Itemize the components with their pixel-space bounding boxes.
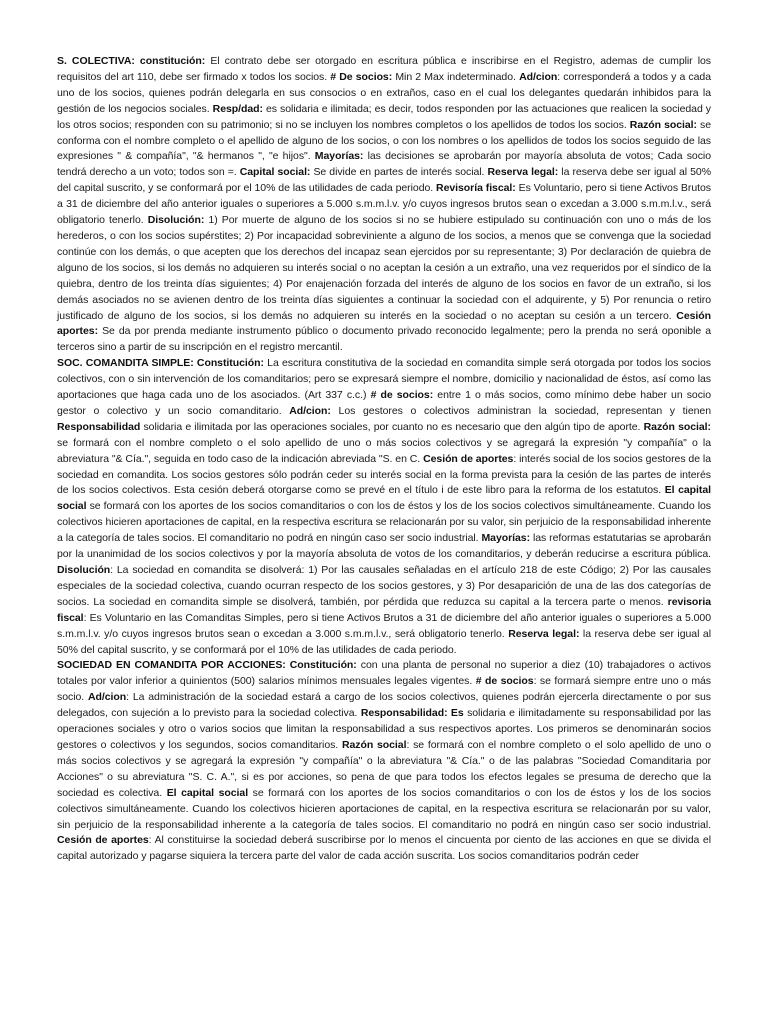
field-label: El capital social: [166, 786, 249, 799]
body-text: : se formará con el nombre completo o el solo apellido de uno o más socios colectivos y se agregará la expresión "y compañía" o la abreviatura "& Cía." o de las palabras "Sociedad Comanditaria por Acciones" o su abreviatura "S. C. A.", si es por acciones, so pena de que para todos los efectos legales se presuma de derecho que la sociedad es colectiva.: [57, 738, 711, 799]
field-label: SOCIEDAD EN COMANDITA POR ACCIONES: Constitución:: [57, 659, 357, 672]
body-text: se formará con los aportes de los socios comanditarios o con los de éstos y los de los socios colectivos simultáneamente. Cuando los colectivos hicieren aportaciones de capital, en la respectiva escritura se relacionarán por su valor, sin perjuicio de la responsabilidad inherente a la categoría de tales socios. El comanditario no podrá en ningún caso ser socio industrial.: [57, 500, 711, 545]
field-label: Cesión de aportes: [423, 452, 514, 465]
body-text: las decisiones se aprobarán por mayoría absoluta de votos; Cada socio tendrá derecho a un voto; todos son =.: [57, 150, 711, 179]
field-label: Resp/dad:: [212, 102, 263, 115]
body-text: Min 2 Max indeterminado.: [392, 70, 520, 83]
document-page: [57, 54, 711, 865]
body-text: : se formará siempre entre uno o más socio.: [57, 675, 711, 704]
section-comandita-simple: [57, 356, 711, 658]
field-label: SOC. COMANDITA SIMPLE: Constitución:: [57, 357, 264, 370]
section-sociedad-colectiva: [57, 54, 711, 356]
field-label: Razón social:: [643, 420, 711, 433]
body-text: : La administración de la sociedad estará a cargo de los socios colectivos, quienes podrán ejercerla directamente o por sus delegados, con sujeción a lo previsto para la sociedad colectiva.: [57, 691, 711, 720]
field-label: Disolución: [57, 564, 111, 576]
body-text: se conforma con el nombre completo o el apellido de alguno de los socios, o con los nombres o los apellidos de todos los socios seguido de las expresiones " & compañía", "& hermanos ", "e hijos".: [57, 118, 712, 163]
body-text: 1) Por muerte de alguno de los socios si no se hubiere estipulado su continuación con uno o más de los herederos, o con los socios supérstites; 2) Por incapacidad sobreviniente a alguno de los socios, a menos que se convenga que la sociedad continúe con los demás, o que acepten que los derechos del incapaz sean ejercidos por su representante; 3) Por declaración de quiebra de alguno de los socios, si los demás no adquieren su interés social o no aceptan la cesión a un extraño, una vez requeridos por el síndico de la quiebra, dentro de los treinta días siguientes; 4) Por enajenación forzada del interés de alguno de los socios en favor de un extraño, si los demás asociados no se avienen dentro de los treinta días siguientes a continuar la sociedad con el adquirente, y 5) Por renuncia o retiro justificado de alguno de los socios, si los demás no adquieren su interés en la sociedad o no aceptan su cesión a un tercero.: [57, 214, 711, 322]
body-text: con una planta de personal no superior a diez (10) trabajadores o activos totales por valor inferior a quinientos (500) salarios mínimos mensuales legales vigentes.: [57, 659, 712, 688]
body-text: Se divide en partes de interés social.: [310, 166, 488, 179]
body-text: El contrato debe ser otorgado en escritura pública e inscribirse en el Registro, ademas de cumplir los requisitos del art 110, debe ser firmado x todos los socios.: [57, 55, 712, 83]
field-label: Capital social:: [239, 166, 311, 179]
field-label: revisoria fiscal: [57, 595, 711, 624]
field-label: Disolución:: [147, 214, 205, 227]
body-text: : corresponderá a todos y a cada uno de los socios, quienes podrán delegarla en sus consocios o en extraños, caso en el cual los delegantes quedarán inhibidos para la gestión de los negocios sociales.: [57, 70, 711, 115]
field-label: Razón social:: [629, 118, 697, 131]
field-label: # De socios:: [330, 70, 393, 83]
field-label: Cesión aportes:: [57, 309, 711, 338]
field-label: # de socios: [475, 675, 534, 688]
body-text: Los gestores o colectivos administran la sociedad, representan y tienen: [330, 404, 711, 417]
field-label: # de socios:: [370, 389, 434, 402]
field-label: Responsabilidad: [57, 420, 141, 433]
body-text: Se da por prenda mediante instrumento público o documento privado reconocido legalmente; pero la prenda no será oponible a terceros sino a partir de su inscripción en el registro mercantil.: [57, 325, 711, 354]
field-label: Reserva legal:: [508, 627, 580, 640]
field-label: Cesión de aportes: [57, 834, 149, 847]
field-label: Ad/cion: [87, 691, 127, 704]
field-label: Reserva legal:: [487, 166, 559, 179]
body-text: las reformas estatutarias se aprobarán por la unanimidad de los socios colectivos y por la mayoría absoluta de votos de los comanditarios, y deberán reducirse a escritura pública.: [57, 532, 711, 561]
field-label: Ad/cion:: [289, 404, 331, 417]
field-label: S. COLECTIVA: constitución:: [57, 55, 206, 67]
body-text: : interés social de los socios gestores de la sociedad en comandita. Los socios gestores sólo podrán ceder su interés social en la forma prevista para la cesión de las partes de interés de los socios colectivos. Esta cesión deberá otorgarse como se prevé en el título i de este libro para la reforma de los estatutos.: [57, 452, 711, 497]
body-text: se formará con el nombre completo o el solo apellido de uno o más socios colectivos y se agregará la expresión "y compañía" o la abreviatura "& Cía.", seguida en todo caso de la indicación abreviada "S. en C.: [57, 436, 711, 465]
section-comandita-por-acciones: [57, 658, 711, 865]
body-text: : Al constituirse la sociedad deberá suscribirse por lo menos el cincuenta por ciento de las acciones en que se divida el capital autorizado y pagarse siquiera la tercera parte del valor de cada acción suscrita. Los socios comanditarios podrán ceder: [57, 834, 711, 863]
field-label: Mayorías:: [481, 532, 531, 545]
field-label: Responsabilidad: Es: [360, 707, 464, 720]
field-label: Ad/cion: [519, 70, 558, 83]
body-text: la reserva debe ser igual al 50% del capital suscrito, y se conformará por el 10% de las utilidades de cada periodo.: [57, 627, 711, 656]
field-label: Mayorías:: [314, 150, 364, 163]
body-text: solidaria e ilimitadamente su responsabilidad por las operaciones sociales y otro o varios socios que limitan la responsabilidad a sus respectivos aportes. Los primeros se denominarán socios gestores o colectivos y los segundos, socios comanditarios.: [57, 707, 712, 751]
field-label: El capital social: [57, 484, 711, 513]
body-text: : Es Voluntario en las Comanditas Simples, pero si tiene Activos Brutos a 31 de diciembre del año anterior iguales o superiores a 5.000 s.m.m.l.v. y/o cuyos ingresos brutos sean o excedan a 3.000 s.m.m.l.v., será obligatorio tenerlo.: [57, 611, 711, 640]
body-text: solidaria e ilimitada por las operaciones sociales, por cuanto no es necesario que den algún tipo de aporte.: [140, 420, 644, 433]
body-text: La escritura constitutiva de la sociedad en comandita simple será otorgada por todos los socios colectivos, con o sin intervención de los comanditarios; pero se expresará siempre el nombre, domicilio y nacionalidad de éstos, así como las aportaciones que haga cada uno de los asociados. (Art 337 c.c.): [57, 357, 711, 402]
body-text: : La sociedad en comandita se disolverá: 1) Por las causales señaladas en el artículo 218 de este Código; 2) Por las causales especiales de la sociedad colectiva, cuando ocurran respecto de los socios gestores, y 3) Por desaparición de una de las dos categorías de socios. La sociedad en comandita simple se disolverá, también, por pérdida que reduzca su capital a la tercera parte o menos.: [57, 564, 711, 608]
body-text: la reserva debe ser igual al 50% del capital suscrito, y se conformará por el 10% de las utilidades de cada periodo.: [57, 166, 711, 195]
body-text: es solidaria e ilimitada; es decir, todos responden por las actuaciones que realicen la sociedad y los otros socios; responden con su patrimonio; si no se incluyen los nombres completos o los apellidos de todos los socios.: [57, 102, 711, 131]
body-text: se formará con los aportes de los socios comanditarios o con los de éstos y los de los socios colectivos simultáneamente. Cuando los colectivos hicieren aportaciones de capital, en la respectiva escritura se relacionarán por su valor, sin perjuicio de la responsabilidad inherente a la categoría de tales socios. El comanditario no podrá en ningún caso ser socio industrial.: [57, 786, 711, 831]
body-text: entre 1 o más socios, como mínimo debe haber un socio gestor o colectivo y un socio comanditario.: [57, 389, 711, 417]
field-label: Razón social: [341, 738, 407, 751]
body-text: Es Voluntario, pero si tiene Activos Brutos a 31 de diciembre del año anterior iguales o superiores a 5.000 s.m.m.l.v. y/o cuyos ingresos brutos sean o excedan a 3.000 s.m.m.l.v., será obligatorio tenerlo.: [57, 182, 711, 227]
field-label: Revisoría fiscal:: [436, 182, 516, 195]
